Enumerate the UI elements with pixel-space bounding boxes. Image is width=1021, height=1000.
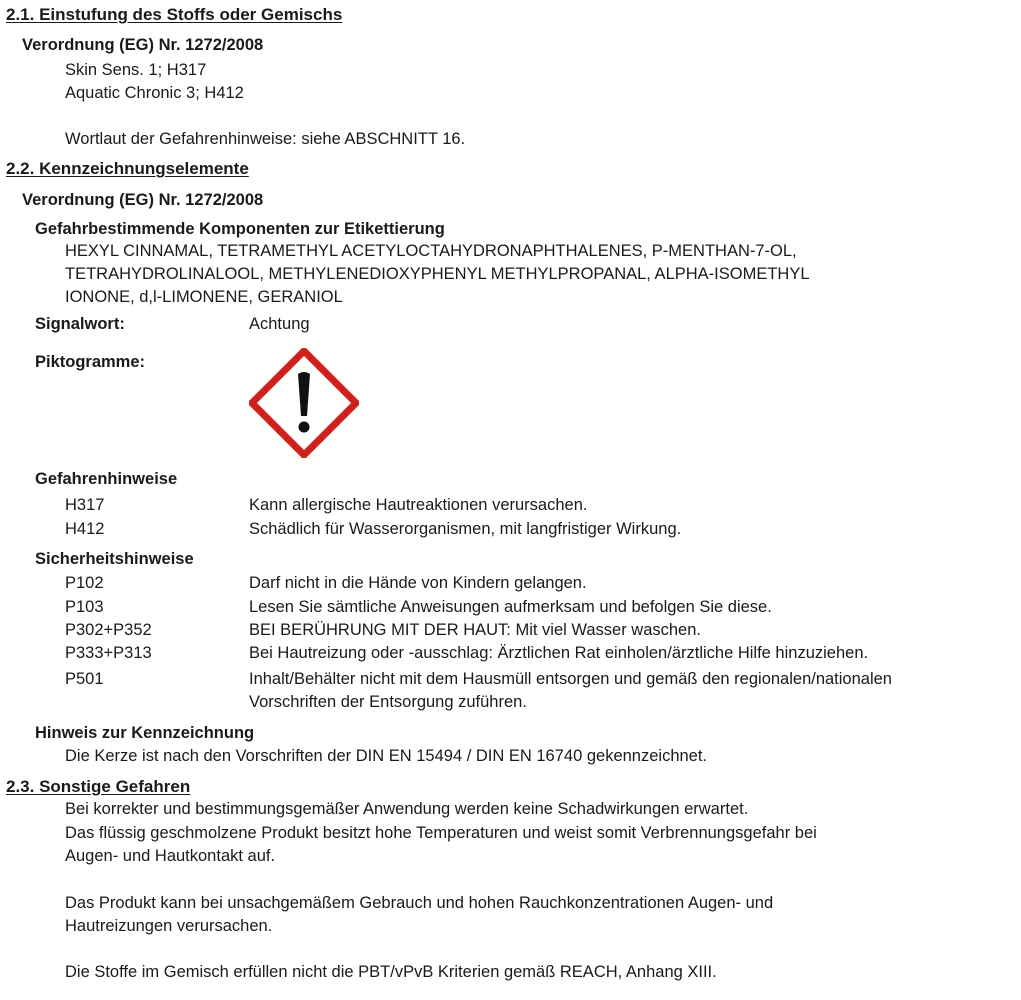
hazard-code: H412 — [65, 520, 105, 538]
other-hazards-line: Hautreizungen verursachen. — [65, 917, 273, 935]
section-2-1-title: 2.1. Einstufung des Stoffs oder Gemischs — [6, 5, 343, 24]
labeling-note-text: Die Kerze ist nach den Vorschriften der DIN EN 15494 / DIN EN 16740 gekennzeichnet. — [65, 747, 708, 765]
precaution-text: Inhalt/Behälter nicht mit dem Hausmüll entsorgen und gemäß den regionalen/nationalen — [249, 670, 892, 688]
classification-line: Aquatic Chronic 3; H412 — [65, 84, 244, 102]
precautionary-statements-heading: Sicherheitshinweise — [35, 550, 194, 568]
precaution-text: BEI BERÜHRUNG MIT DER HAUT: Mit viel Wasser waschen. — [249, 621, 701, 639]
components-line: TETRAHYDROLINALOOL, METHYLENEDIOXYPHENYL METHYLPROPANAL, ALPHA-ISOMETHYL — [65, 265, 810, 283]
precaution-text: Lesen Sie sämtliche Anweisungen aufmerksam und befolgen Sie diese. — [249, 598, 772, 616]
other-hazards-line: Das flüssig geschmolzene Produkt besitzt hohe Temperaturen und weist somit Verbrennungsgefahr bei — [65, 824, 817, 842]
precaution-code: P501 — [65, 670, 104, 688]
regulation-2-1: Verordnung (EG) Nr. 1272/2008 — [22, 36, 264, 54]
components-line: HEXYL CINNAMAL, TETRAMETHYL ACETYLOCTAHYDRONAPHTHALENES, P-MENTHAN-7-OL, — [65, 242, 797, 260]
signal-word-value: Achtung — [249, 315, 310, 333]
components-heading: Gefahrbestimmende Komponenten zur Etikettierung — [35, 220, 445, 238]
hazard-wording-note: Wortlaut der Gefahrenhinweise: siehe ABSCHNITT 16. — [65, 130, 466, 148]
section-2-2-title: 2.2. Kennzeichnungselemente — [6, 159, 249, 178]
regulation-2-2: Verordnung (EG) Nr. 1272/2008 — [22, 191, 264, 209]
hazard-code: H317 — [65, 496, 105, 514]
pictogram-label: Piktogramme: — [35, 353, 146, 371]
other-hazards-line: Die Stoffe im Gemisch erfüllen nicht die PBT/vPvB Kriterien gemäß REACH, Anhang XIII. — [65, 963, 717, 981]
precaution-code: P333+P313 — [65, 644, 152, 662]
other-hazards-line: Das Produkt kann bei unsachgemäßem Gebrauch und hohen Rauchkonzentrationen Augen- und — [65, 894, 774, 912]
hazard-text: Kann allergische Hautreaktionen verursachen. — [249, 496, 588, 514]
precaution-text: Darf nicht in die Hände von Kindern gelangen. — [249, 574, 587, 592]
signal-word-label: Signalwort: — [35, 315, 125, 333]
precaution-code: P102 — [65, 574, 104, 592]
precaution-text: Bei Hautreizung oder -ausschlag: Ärztlichen Rat einholen/ärztliche Hilfe hinzuziehen. — [249, 644, 869, 662]
section-2-3-title: 2.3. Sonstige Gefahren — [6, 777, 191, 796]
precaution-code: P103 — [65, 598, 104, 616]
other-hazards-line: Bei korrekter und bestimmungsgemäßer Anwendung werden keine Schadwirkungen erwartet. — [65, 800, 749, 818]
precaution-code: P302+P352 — [65, 621, 152, 639]
exclamation-mark-icon — [249, 348, 359, 458]
precaution-text-continued: Vorschriften der Entsorgung zuführen. — [249, 693, 527, 711]
components-line: IONONE, d,l-LIMONENE, GERANIOL — [65, 288, 343, 306]
labeling-note-heading: Hinweis zur Kennzeichnung — [35, 724, 255, 742]
hazard-statements-heading: Gefahrenhinweise — [35, 470, 178, 488]
hazard-text: Schädlich für Wasserorganismen, mit langfristiger Wirkung. — [249, 520, 682, 538]
classification-line: Skin Sens. 1; H317 — [65, 61, 207, 79]
other-hazards-line: Augen- und Hautkontakt auf. — [65, 847, 276, 865]
